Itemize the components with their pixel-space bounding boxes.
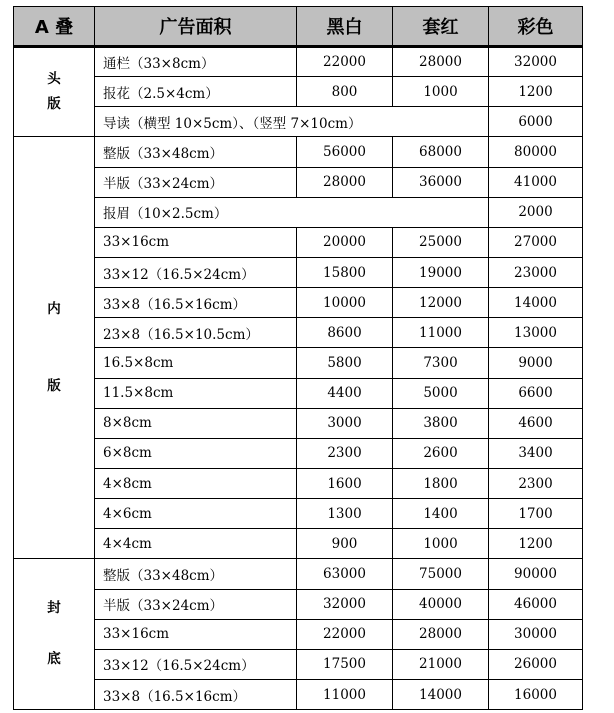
header-black-white: 黑白 [297,7,393,47]
price-color: 26000 [489,649,583,679]
price-red: 1400 [393,499,489,529]
table-row [14,137,583,167]
section-label-char: 头 [47,70,61,87]
table-body [14,47,583,710]
price-color: 4600 [489,408,583,438]
price-black-white: 22000 [297,619,393,649]
ad-size-cell: 整版（33×48cm） [95,559,297,589]
table-row [14,167,583,197]
ad-size-cell: 33×12（16.5×24cm） [95,257,297,287]
price-black-white: 56000 [297,137,393,167]
price-color: 1200 [489,77,583,107]
ad-size-cell: 半版（33×24cm） [95,589,297,619]
table-row [14,227,583,257]
price-black-white: 900 [297,529,393,559]
price-black-white: 11000 [297,679,393,709]
price-color: 2300 [489,468,583,498]
price-color: 6000 [489,107,583,137]
section-label-char: 内 [47,300,61,317]
price-red: 28000 [393,619,489,649]
price-black-white: 1300 [297,499,393,529]
table-row [14,378,583,408]
table-row [14,589,583,619]
price-black-white: 4400 [297,378,393,408]
table-row [14,499,583,529]
ad-size-cell: 导读（横型 10×5cm）、（竖型 7×10cm） [95,107,489,137]
price-color: 1700 [489,499,583,529]
ad-size-cell: 33×8（16.5×16cm） [95,679,297,709]
price-color: 23000 [489,257,583,287]
table-row [14,438,583,468]
ad-size-cell: 23×8（16.5×10.5cm） [95,318,297,348]
table-row [14,318,583,348]
price-red: 36000 [393,167,489,197]
ad-size-cell: 半版（33×24cm） [95,167,297,197]
price-red: 40000 [393,589,489,619]
header-edition: A 叠 [14,7,95,47]
price-red: 14000 [393,679,489,709]
price-red: 25000 [393,227,489,257]
price-color: 41000 [489,167,583,197]
header-color: 彩色 [489,7,583,47]
section-label-char [14,322,94,348]
price-color: 27000 [489,227,583,257]
ad-rate-table [13,6,583,710]
section-label-char [14,348,94,374]
table-row [14,257,583,287]
table-row [14,559,583,589]
ad-size-cell: 33×16cm [95,619,297,649]
price-color: 80000 [489,137,583,167]
table-row [14,288,583,318]
price-black-white: 20000 [297,227,393,257]
price-black-white: 28000 [297,167,393,197]
table-row [14,47,583,77]
price-color: 13000 [489,318,583,348]
price-color: 30000 [489,619,583,649]
price-black-white: 2300 [297,438,393,468]
price-color: 3400 [489,438,583,468]
table-row [14,649,583,679]
section-label-char: 版 [47,96,61,113]
ad-size-cell: 11.5×8cm [95,378,297,408]
price-color: 14000 [489,288,583,318]
ad-size-cell: 4×4cm [95,529,297,559]
price-color: 16000 [489,679,583,709]
section-label-char: 底 [47,651,61,668]
ad-size-cell: 通栏（33×8cm） [95,47,297,77]
ad-size-cell: 33×8（16.5×16cm） [95,288,297,318]
price-color: 46000 [489,589,583,619]
price-color: 6600 [489,378,583,408]
price-black-white: 32000 [297,589,393,619]
price-black-white: 8600 [297,318,393,348]
ad-size-cell: 33×12（16.5×24cm） [95,649,297,679]
section-label-char: 封 [47,599,61,616]
table-row [14,107,583,137]
table-row [14,468,583,498]
price-black-white: 3000 [297,408,393,438]
price-color: 90000 [489,559,583,589]
ad-size-cell: 33×16cm [95,227,297,257]
price-red: 2600 [393,438,489,468]
table-row [14,348,583,378]
header-red: 套红 [393,7,489,47]
section-label-char [14,621,94,647]
price-red: 5000 [393,378,489,408]
section-label-inner-page [14,137,95,559]
price-red: 7300 [393,348,489,378]
ad-size-cell: 报花（2.5×4cm） [95,77,297,107]
price-red: 19000 [393,257,489,287]
price-black-white: 22000 [297,47,393,77]
table-header [14,7,583,47]
price-red: 1800 [393,468,489,498]
section-label-back-page [14,559,95,710]
table-row [14,529,583,559]
price-black-white: 10000 [297,288,393,318]
price-black-white: 17500 [297,649,393,679]
price-red: 12000 [393,288,489,318]
table-row [14,197,583,227]
ad-size-cell: 16.5×8cm [95,348,297,378]
section-label-front-page [14,47,95,137]
price-black-white: 800 [297,77,393,107]
price-color: 32000 [489,47,583,77]
header-ad-area: 广告面积 [95,7,297,47]
price-red: 28000 [393,47,489,77]
section-label-char: 版 [47,377,61,394]
ad-size-cell: 报眉（10×2.5cm） [95,197,489,227]
table-row [14,619,583,649]
ad-size-cell: 6×8cm [95,438,297,468]
price-black-white: 1600 [297,468,393,498]
ad-size-cell: 8×8cm [95,408,297,438]
price-red: 68000 [393,137,489,167]
header-row [14,7,583,47]
price-black-white: 15800 [297,257,393,287]
price-color: 9000 [489,348,583,378]
price-red: 75000 [393,559,489,589]
price-black-white: 63000 [297,559,393,589]
price-red: 11000 [393,318,489,348]
price-red: 3800 [393,408,489,438]
ad-size-cell: 4×8cm [95,468,297,498]
price-color: 2000 [489,197,583,227]
ad-size-cell: 4×6cm [95,499,297,529]
price-color: 1200 [489,529,583,559]
table-row [14,408,583,438]
price-red: 1000 [393,529,489,559]
table-row [14,77,583,107]
price-red: 21000 [393,649,489,679]
price-red: 1000 [393,77,489,107]
ad-size-cell: 整版（33×48cm） [95,137,297,167]
table-row [14,679,583,709]
price-black-white: 5800 [297,348,393,378]
